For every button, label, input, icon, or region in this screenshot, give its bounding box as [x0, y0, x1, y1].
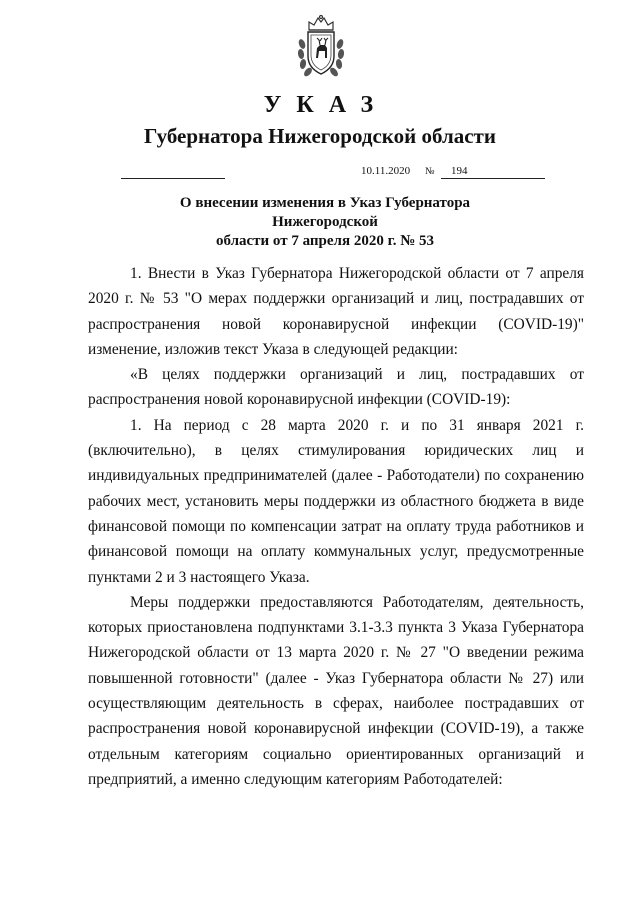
issuer-heading: Губернатора Нижегородской области	[144, 124, 496, 148]
blank-field-line	[121, 178, 225, 179]
document-title-line: области от 7 апреля 2020 г. № 53	[215, 233, 435, 249]
number-label: №	[425, 166, 435, 177]
document-title-line: О внесении изменения в Указ Губернатора Нижегородской	[179, 195, 471, 230]
document-date: 10.11.2020	[361, 165, 411, 177]
body-paragraph: 1. Внести в Указ Губернатора Нижегородской области от 7 апреля 2020 г. № 53 "О мерах поддержки организаций и лиц, пострадавших от распространения новой коронавирусной инфекции (COVID-19)" изменение, изложив текст Указа в следующей редакции:	[88, 265, 584, 358]
document-title	[130, 194, 520, 251]
body-paragraph: Меры поддержки предоставляются Работодателям, деятельность, которых приостановлена подпунктами 3.1-3.3 пункта 3 Указа Губернатора Нижегородской области от 13 марта 2020 г. № 27 "О введении режима повышенной готовности" (далее - Указ Губернатора области № 27) или осуществляющим деятельность в сферах, наиболее пострадавших от распространения новой коронавирусной инфекции (COVID-19), а также отдельным категориям социально ориентированных организаций и предприятий, а именно следующим категориям Работодателей:	[88, 593, 584, 788]
document-body	[88, 261, 584, 792]
body-paragraph: «В целях поддержки организаций и лиц, пострадавших от распространения новой коронавирусной инфекции (COVID-19):	[88, 366, 584, 409]
body-paragraph: 1. На период с 28 марта 2020 г. и по 31 января 2021 г. (включительно), в целях стимулирования юридических лиц и индивидуальных предпринимателей (далее - Работодатели) по сохранению рабочих мест, установить меры поддержки из областного бюджета в виде финансовой помощи по компенсации затрат на оплату труда работников и финансовой помощи на оплату коммунальных услуг, предусмотренные пунктами 2 и 3 настоящего Указа.	[88, 416, 584, 586]
document-number: 194	[441, 165, 545, 179]
coat-of-arms-emblem	[296, 14, 346, 80]
document-type-heading: УКАЗ	[263, 92, 389, 118]
